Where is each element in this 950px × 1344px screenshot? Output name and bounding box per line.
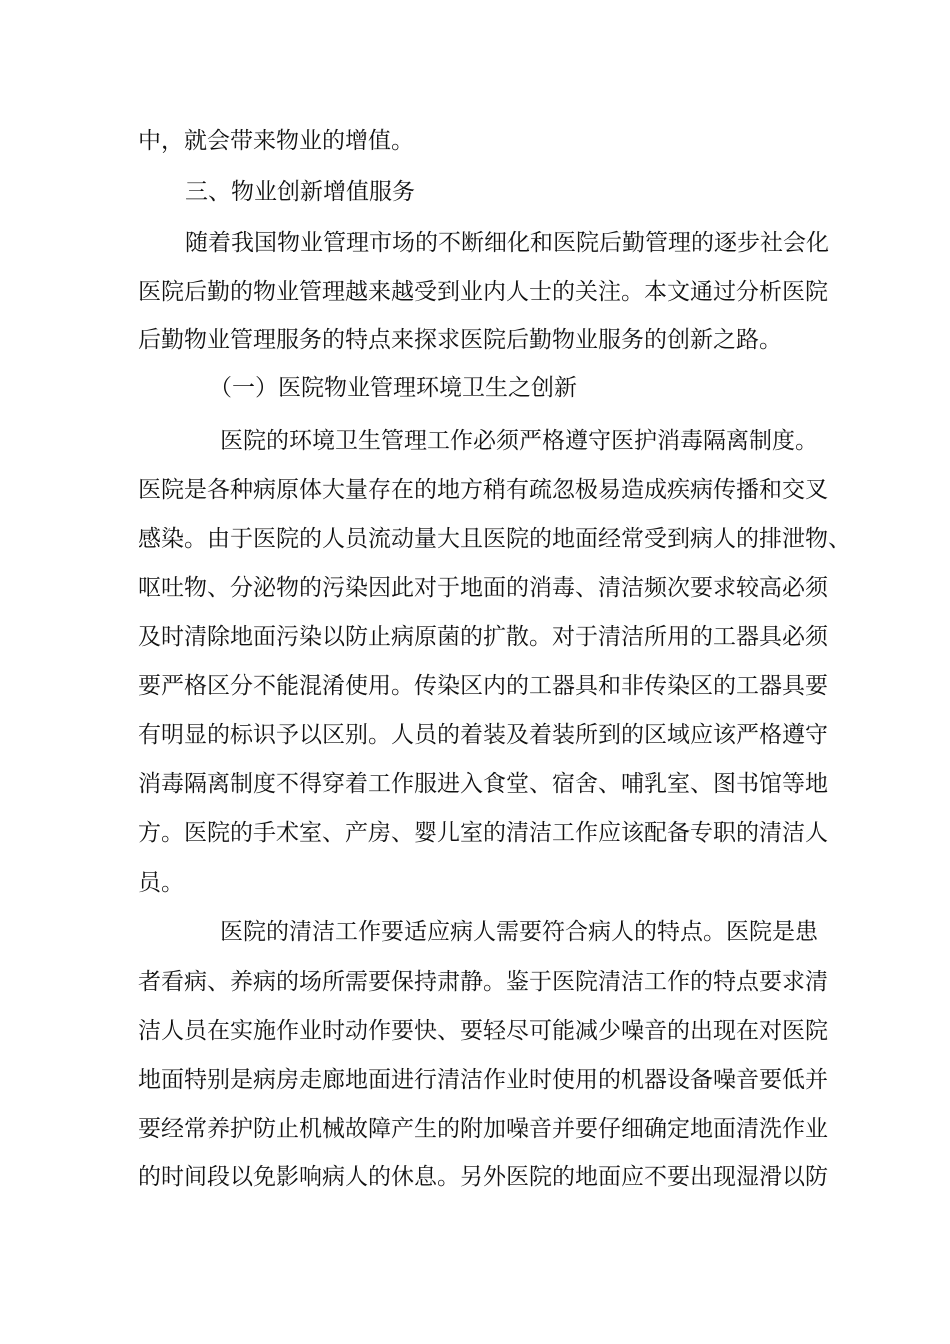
text-line: 医院是各种病原体大量存在的地方稍有疏忽极易造成疾病传播和交叉 bbox=[138, 477, 828, 503]
text-line: 中，就会带来物业的增值。 bbox=[138, 128, 414, 154]
text-line: 感染。由于医院的人员流动量大且医院的地面经常受到病人的排泄物、 bbox=[138, 526, 851, 552]
section-heading: 三、物业创新增值服务 bbox=[185, 179, 415, 205]
text-line: 医院后勤的物业管理越来越受到业内人士的关注。本文通过分析医院 bbox=[138, 279, 828, 305]
text-line: 呕吐物、分泌物的污染因此对于地面的消毒、清洁频次要求较高必须 bbox=[138, 575, 828, 601]
text-line: 洁人员在实施作业时动作要快、要轻尽可能减少噪音的出现在对医院 bbox=[138, 1018, 828, 1044]
subsection-heading: （一）医院物业管理环境卫生之创新 bbox=[209, 375, 577, 401]
text-line: 要经常养护防止机械故障产生的附加噪音并要仔细确定地面清洗作业 bbox=[138, 1116, 828, 1142]
text-line: 者看病、养病的场所需要保持肃静。鉴于医院清洁工作的特点要求清 bbox=[138, 969, 828, 995]
text-line: 的时间段以免影响病人的休息。另外医院的地面应不要出现湿滑以防 bbox=[138, 1164, 828, 1190]
text-line: 方。医院的手术室、产房、婴儿室的清洁工作应该配备专职的清洁人 bbox=[138, 820, 828, 846]
text-line: 及时清除地面污染以防止病原菌的扩散。对于清洁所用的工器具必须 bbox=[138, 624, 828, 650]
text-line: 员。 bbox=[138, 870, 184, 896]
text-line: 随着我国物业管理市场的不断细化和医院后勤管理的逐步社会化 bbox=[185, 230, 829, 256]
text-line: 医院的环境卫生管理工作必须严格遵守医护消毒隔离制度。 bbox=[220, 428, 818, 454]
text-line: 有明显的标识予以区别。人员的着装及着装所到的区域应该严格遵守 bbox=[138, 722, 828, 748]
text-line: 要严格区分不能混淆使用。传染区内的工器具和非传染区的工器具要 bbox=[138, 673, 828, 699]
text-line: 消毒隔离制度不得穿着工作服进入食堂、宿舍、哺乳室、图书馆等地 bbox=[138, 771, 828, 797]
text-line: 医院的清洁工作要适应病人需要符合病人的特点。医院是患 bbox=[220, 919, 818, 945]
text-line: 后勤物业管理服务的特点来探求医院后勤物业服务的创新之路。 bbox=[138, 327, 782, 353]
text-line: 地面特别是病房走廊地面进行清洁作业时使用的机器设备噪音要低并 bbox=[138, 1067, 828, 1093]
